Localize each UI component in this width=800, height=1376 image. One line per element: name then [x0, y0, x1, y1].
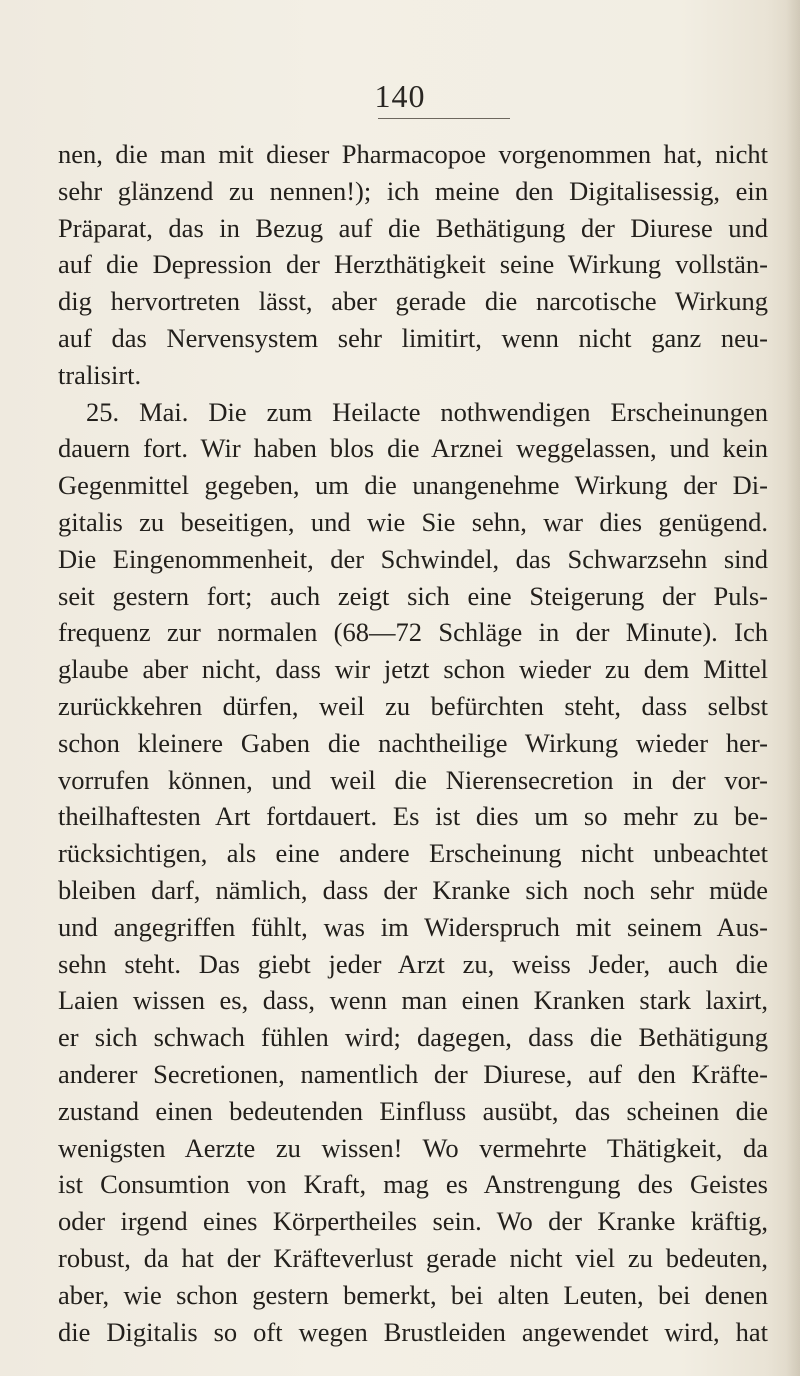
text-line: er sich schwach fühlen wird; dagegen, dass die Bethätigung	[58, 1022, 768, 1053]
text-line: schon kleinere Gaben die nachtheilige Wirkung wieder her-	[58, 727, 768, 758]
text-line: dauern fort. Wir haben blos die Arznei weggelassen, und kein	[58, 433, 768, 464]
text-line: oder irgend eines Körpertheiles sein. Wo der Kranke kräftig,	[58, 1206, 768, 1237]
text-line: auf das Nervensystem sehr limitirt, wenn nicht ganz neu-	[58, 322, 768, 353]
text-line: Die Eingenommenheit, der Schwindel, das Schwarzsehn sind	[58, 543, 768, 574]
text-line: rücksichtigen, als eine andere Erscheinung nicht unbeachtet	[58, 838, 768, 869]
text-line: Präparat, das in Bezug auf die Bethätigung der Diurese und	[58, 212, 768, 243]
text-line: zustand einen bedeutenden Einfluss ausübt, das scheinen die	[58, 1095, 768, 1126]
text-line: zurückkehren dürfen, weil zu befürchten steht, dass selbst	[58, 690, 768, 721]
text-line: robust, da hat der Kräfteverlust gerade nicht viel zu bedeuten,	[58, 1242, 768, 1273]
text-line: 25. Mai. Die zum Heilacte nothwendigen Erscheinungen	[86, 396, 768, 427]
text-line: wenigsten Aerzte zu wissen! Wo vermehrte Thätigkeit, da	[58, 1132, 768, 1163]
text-line: und angegriffen fühlt, was im Widerspruch mit seinem Aus-	[58, 911, 768, 942]
text-line: dig hervortreten lässt, aber gerade die narcotische Wirkung	[58, 286, 768, 317]
text-line: theilhaftesten Art fortdauert. Es ist dies um so mehr zu be-	[58, 801, 768, 832]
text-line: vorrufen können, und weil die Nierensecretion in der vor-	[58, 764, 768, 795]
text-line: nen, die man mit dieser Pharmacopoe vorgenommen hat, nicht	[58, 139, 768, 169]
text-line: gitalis zu beseitigen, und wie Sie sehn, war dies genügend.	[58, 506, 768, 537]
text-line: sehr glänzend zu nennen!); ich meine den Digitalisessig, ein	[58, 175, 768, 206]
text-line: Gegenmittel gegeben, um die unangenehme Wirkung der Di-	[58, 470, 768, 501]
text-line: auf die Depression der Herzthätigkeit seine Wirkung vollstän-	[58, 249, 768, 280]
page-number: 140	[374, 78, 426, 114]
text-line: seit gestern fort; auch zeigt sich eine Steigerung der Puls-	[58, 580, 768, 611]
text-line: ist Consumtion von Kraft, mag es Anstrengung des Geistes	[58, 1169, 768, 1200]
text-line: tralisirt.	[58, 359, 142, 390]
text-line: anderer Secretionen, namentlich der Diurese, auf den Kräfte-	[58, 1058, 768, 1089]
page-edge-shadow	[786, 0, 800, 1376]
text-line: sehn steht. Das giebt jeder Arzt zu, weiss Jeder, auch die	[58, 948, 768, 979]
text-line: die Digitalis so oft wegen Brustleiden angewendet wird, hat	[58, 1316, 768, 1347]
text-line: Laien wissen es, dass, wenn man einen Kranken stark laxirt,	[58, 985, 768, 1016]
page-number-rule	[378, 118, 510, 119]
body-text	[58, 136, 768, 1350]
text-line: frequenz zur normalen (68—72 Schläge in der Minute). Ich	[58, 617, 768, 648]
text-line: glaube aber nicht, dass wir jetzt schon wieder zu dem Mittel	[58, 654, 768, 685]
text-line: aber, wie schon gestern bemerkt, bei alten Leuten, bei denen	[58, 1279, 768, 1310]
text-line: bleiben darf, nämlich, dass der Kranke sich noch sehr müde	[58, 874, 768, 905]
